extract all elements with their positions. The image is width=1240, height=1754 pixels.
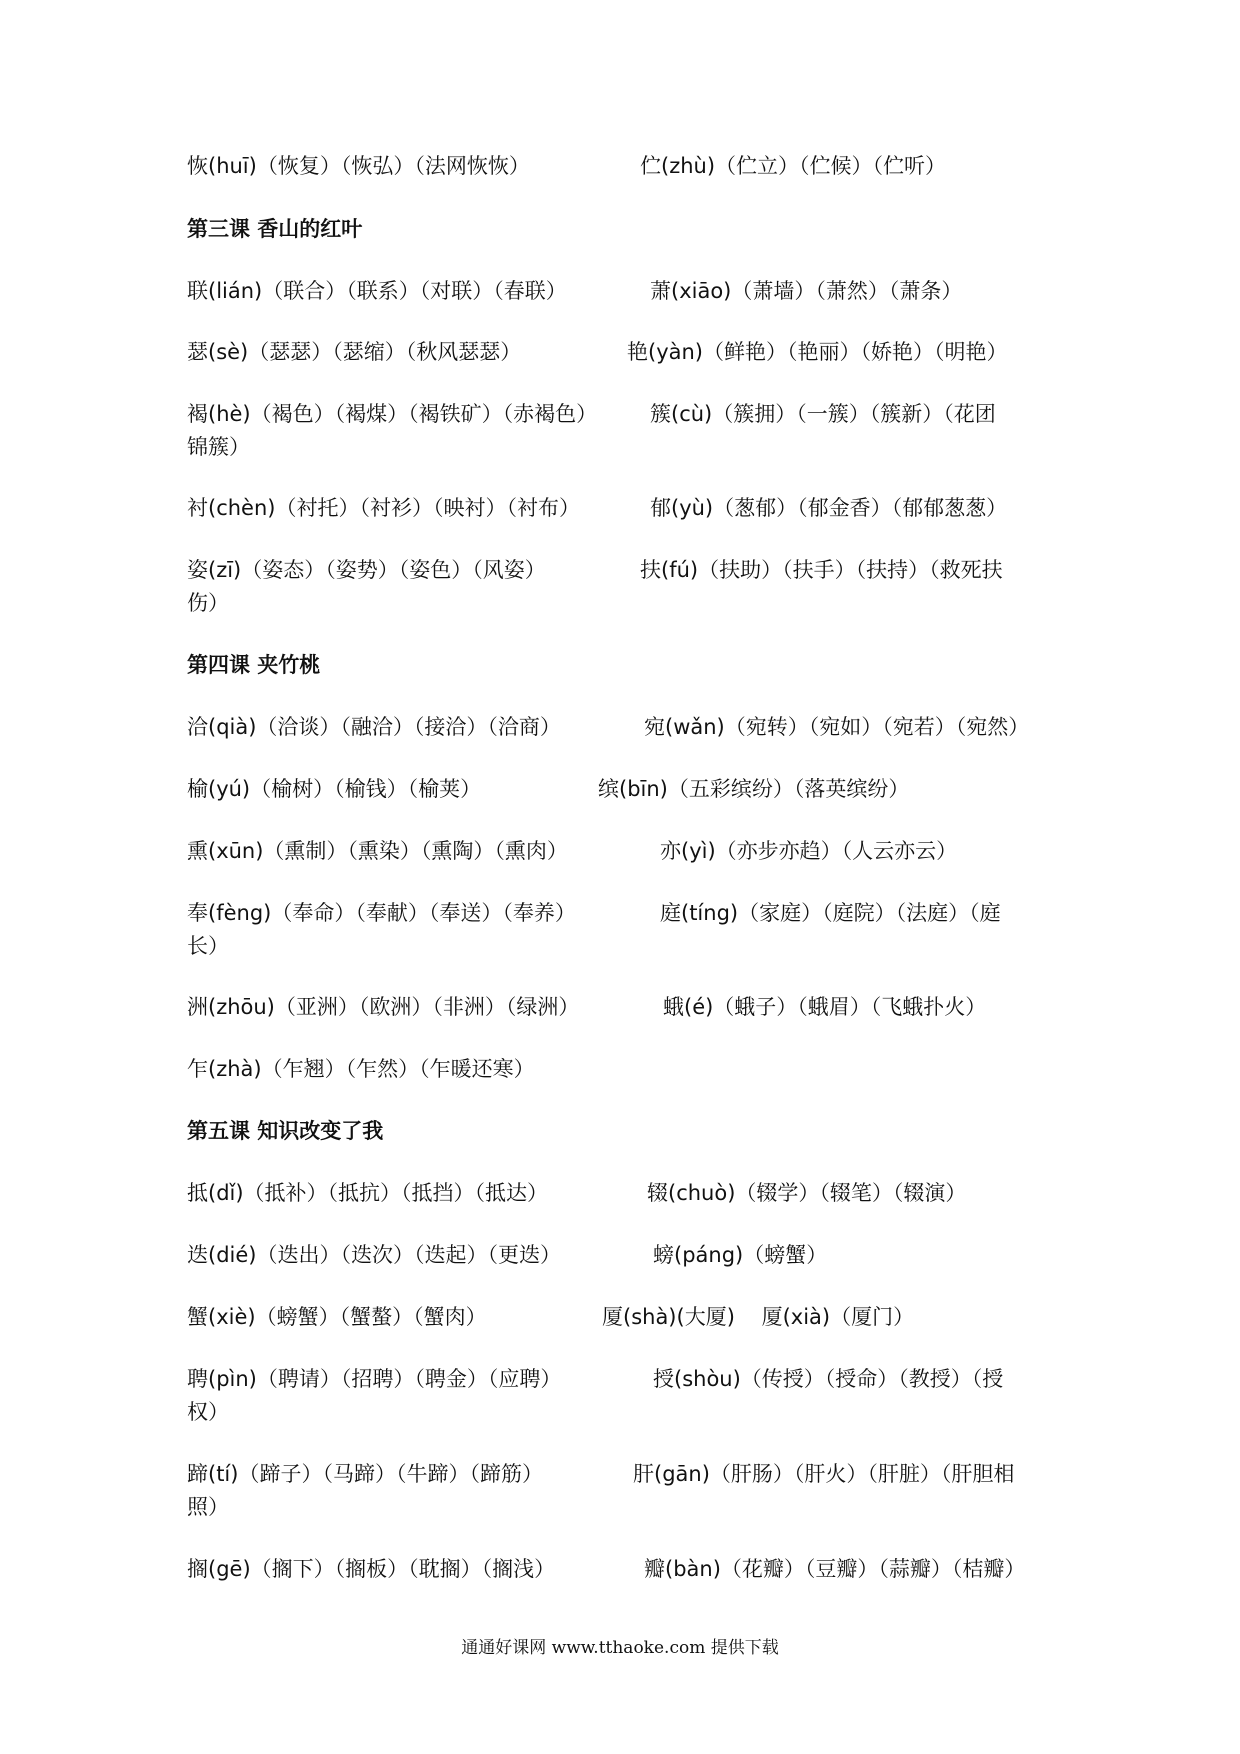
vocab-entry: 抵(dǐ)（抵补）（抵抗）（抵挡）（抵达） [187,1181,549,1205]
vocab-entry: 洽(qià)（洽谈）（融洽）（接洽）（洽商） [187,715,561,739]
lesson-heading: 第三课 香山的红叶 [187,217,363,241]
vocab-line [187,398,1067,430]
vocab-entry: 伫(zhù)（伫立）（伫候）（伫听） [640,154,947,178]
vocab-entry: 肝(gān)（肝肠）（肝火）（肝脏）（肝胆相 [633,1462,1015,1486]
vocab-entry: 亦(yì)（亦步亦趋）（人云亦云） [660,839,958,863]
vocab-line-continuation: 锦簇） [187,435,250,459]
vocab-entry: 螃(páng)（螃蟹） [653,1243,828,1267]
vocab-entry: 熏(xūn)（熏制）（熏染）（熏陶）（熏肉） [187,839,568,863]
vocab-entry: 聘(pìn)（聘请）（招聘）（聘金）（应聘） [187,1367,562,1391]
vocab-entry: 搁(gē)（搁下）（搁板）（耽搁）（搁浅） [187,1557,556,1581]
vocab-entry: 郁(yù)（葱郁）（郁金香）（郁郁葱葱） [650,496,1008,520]
vocab-line-continuation: 权） [187,1400,229,1424]
vocab-line [187,773,1067,805]
vocab-line [187,835,1067,867]
vocab-entry: 衬(chèn)（衬托）（衬衫）（映衬）（衬布） [187,496,580,520]
vocab-line-continuation: 照） [187,1495,229,1519]
vocab-line [187,1301,1067,1333]
vocab-entry: 蹄(tí)（蹄子）（马蹄）（牛蹄）（蹄筋） [187,1462,543,1486]
vocab-line [187,1553,1067,1585]
vocab-entry: 瑟(sè)（瑟瑟）（瑟缩）（秋风瑟瑟） [187,340,522,364]
vocab-entry: 洲(zhōu)（亚洲）（欧洲）（非洲）（绿洲） [187,995,580,1019]
vocab-line [187,711,1067,743]
vocab-entry: 簇(cù)（簇拥）（一簇）（簇新）（花团 [650,402,996,426]
vocab-line-continuation: 伤） [187,591,229,615]
vocab-entry: 褐(hè)（褐色）（褐煤）（褐铁矿）（赤褐色） [187,402,598,426]
vocab-entry: 缤(bīn)（五彩缤纷）（落英缤纷） [598,777,910,801]
lesson-heading: 第四课 夹竹桃 [187,653,321,677]
lesson-heading: 第五课 知识改变了我 [187,1119,384,1143]
vocab-line [187,1458,1067,1490]
vocab-line [187,336,1067,368]
vocab-line [187,1053,1067,1085]
vocab-entry: 庭(tíng)（家庭）（庭院）（法庭）（庭 [660,901,1001,925]
vocab-line [187,492,1067,524]
vocab-line-continuation: 长） [187,934,229,958]
vocab-entry: 宛(wǎn)（宛转）（宛如）（宛若）（宛然） [644,715,1030,739]
vocab-line [187,554,1067,586]
vocab-entry: 迭(dié)（迭出）（迭次）（迭起）（更迭） [187,1243,561,1267]
vocab-line [187,150,1067,182]
vocab-line [187,991,1067,1023]
vocab-entry: 奉(fèng)（奉命）（奉献）（奉送）（奉养） [187,901,576,925]
vocab-entry: 联(lián)（联合）（联系）（对联）（春联） [187,279,567,303]
vocab-entry: 榆(yú)（榆树）（榆钱）（榆荚） [187,777,482,801]
vocab-line [187,1363,1067,1395]
vocab-entry: 乍(zhà)（乍翘）（乍然）（乍暖还寒） [187,1057,535,1081]
vocab-entry: 瓣(bàn)（花瓣）（豆瓣）（蒜瓣）（桔瓣） [644,1557,1026,1581]
vocab-entry: 恢(huī)（恢复）（恢弘）（法网恢恢） [187,154,530,178]
vocab-line [187,1239,1067,1271]
vocab-entry: 蟹(xiè)（螃蟹）（蟹螯）（蟹肉） [187,1305,487,1329]
vocab-entry: 艳(yàn)（鲜艳）（艳丽）（娇艳）（明艳） [627,340,1008,364]
vocab-line [187,1177,1067,1209]
vocab-line [187,897,1067,929]
vocab-entry: 扶(fú)（扶助）（扶手）（扶持）（救死扶 [640,558,1003,582]
vocab-entry: 蛾(é)（蛾子）（蛾眉）（飞蛾扑火） [663,995,987,1019]
vocab-entry: 萧(xiāo)（萧墙）（萧然）（萧条） [650,279,963,303]
vocab-entry: 姿(zī)（姿态）（姿势）（姿色）（风姿） [187,558,546,582]
vocab-entry: 厦(shà)(大厦) 厦(xià)（厦门） [602,1305,915,1329]
vocab-line [187,275,1067,307]
vocab-entry: 授(shòu)（传授）（授命）（教授）（授 [653,1367,1004,1391]
page-footer: 通通好课网 www.tthaoke.com 提供下载 [461,1638,779,1658]
vocab-entry: 辍(chuò)（辍学）（辍笔）（辍演） [647,1181,967,1205]
